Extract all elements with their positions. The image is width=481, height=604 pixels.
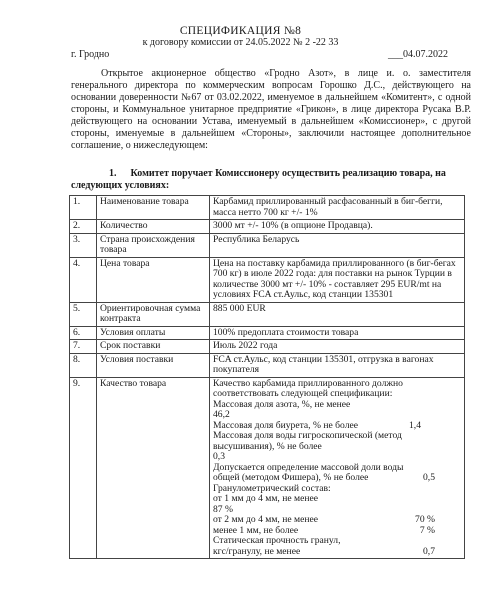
document-subtitle: к договору комиссии от 24.05.2022 № 2 -22 33: [142, 37, 339, 48]
table-row: [70, 326, 465, 340]
spec-table: [69, 195, 465, 559]
row-name: Ориентировочная сумма контракта: [97, 302, 210, 326]
row-name: Срок поставки: [97, 340, 210, 354]
table-row: [70, 220, 465, 234]
row-value: Республика Беларусь: [210, 233, 465, 257]
table-row: [70, 196, 465, 220]
row-name: Цена товара: [97, 257, 210, 302]
row-name: Условия оплаты: [97, 326, 210, 340]
row-name: Условия поставки: [97, 353, 210, 377]
quality-cell: Качество карбамида приллированного должно соответствовать следующей спецификации: Массовая доля азота, %, не менее 46,2 Массовая доля биурета, % не более 1,4 Массовая доля воды гигроскопической (метод высушивания), % не более 0,3 Допускается определение массовой доли воды общей (методом Фишера), % не более 0,5 Гранулометрический состав: от 1 мм до 4 мм, не менее 87 % от 2 мм до 4 мм, не менее 70 % менее 1 мм, не более 7 % Статическая прочность гранул, кгс/гранулу, не менее 0,7: [210, 377, 465, 559]
row-value: Карбамид приллированный расфасованный в биг-бегги, масса нетто 700 кг +/- 1%: [210, 196, 465, 220]
table-row: [70, 233, 465, 257]
city-label: г. Гродно: [71, 49, 110, 60]
table-row-quality: 9. Качество товара Качество карбамида приллированного должно соответствовать следующей спецификации: Массовая доля азота, %, не менее 46,2 Массовая доля биурета, % не более 1,4 Массовая доля воды гигроскопической (метод высушивания), % не более 0,3 Допускается определение массовой доли воды общей (методом Фишера), % не более 0,5 Гранулометрический состав: от 1 мм до 4 мм, не менее 87 % от 2 мм до 4 мм, не менее 70 % менее 1 мм, не более 7 % Статическая прочность гранул, кгс/гранулу, не менее 0,7: [70, 377, 465, 559]
row-number: 7.: [70, 340, 97, 354]
row-number: 5.: [70, 302, 97, 326]
row-number: 8.: [70, 353, 97, 377]
table-row: [70, 353, 465, 377]
row-value: FCA ст.Аульс, код станции 135301, отгрузка в вагонах покупателя: [210, 353, 465, 377]
date-label: ___04.07.2022: [388, 49, 448, 60]
section-heading: 1. Комитет поручает Комиссионеру осуществить реализацию товара, на следующих условиях:: [71, 168, 446, 191]
row-name: Страна происхождения товара: [97, 233, 210, 257]
row-value: 100% предоплата стоимости товара: [210, 326, 465, 340]
row-number: 1.: [70, 196, 97, 220]
row-value: Цена на поставку карбамида приллированного (в биг-бегах 700 кг) в июле 2022 года: для поставки на рынок Турции в количестве 3000 мт +/- 10% - составляет 295 EUR/mt на условиях FCA ст.Аульс, код станции 135301: [210, 257, 465, 302]
table-row: [70, 302, 465, 326]
intro-paragraph: Открытое акционерное общество «Гродно Азот», в лице и. о. заместителя генерального директора по коммерческим вопросам Горошко Д.С., действующего на основании доверенности №67 от 03.02.2022, именуемое в дальнейшем «Комитент», с одной стороны, и Коммунальное унитарное предприятие «Грикон», в лице директора Русака В.Р. действующего на основании Устава, именуемый в дальнейшем «Комиссионер», с другой стороны, именуемые в дальнейшем «Стороны», заключили настоящее дополнительное соглашение, о нижеследующем:: [71, 68, 471, 151]
row-name: Наименование товара: [97, 196, 210, 220]
document-title: СПЕЦИФИКАЦИЯ №8: [179, 25, 302, 37]
row-value: 3000 мт +/- 10% (в опционе Продавца).: [210, 220, 465, 234]
table-row: [70, 340, 465, 354]
row-number: 6.: [70, 326, 97, 340]
row-number: 4.: [70, 257, 97, 302]
row-name: Количество: [97, 220, 210, 234]
row-number: 3.: [70, 233, 97, 257]
row-number: 2.: [70, 220, 97, 234]
row-value: 885 000 EUR: [210, 302, 465, 326]
row-value: Июль 2022 года: [210, 340, 465, 354]
table-row: [70, 257, 465, 302]
